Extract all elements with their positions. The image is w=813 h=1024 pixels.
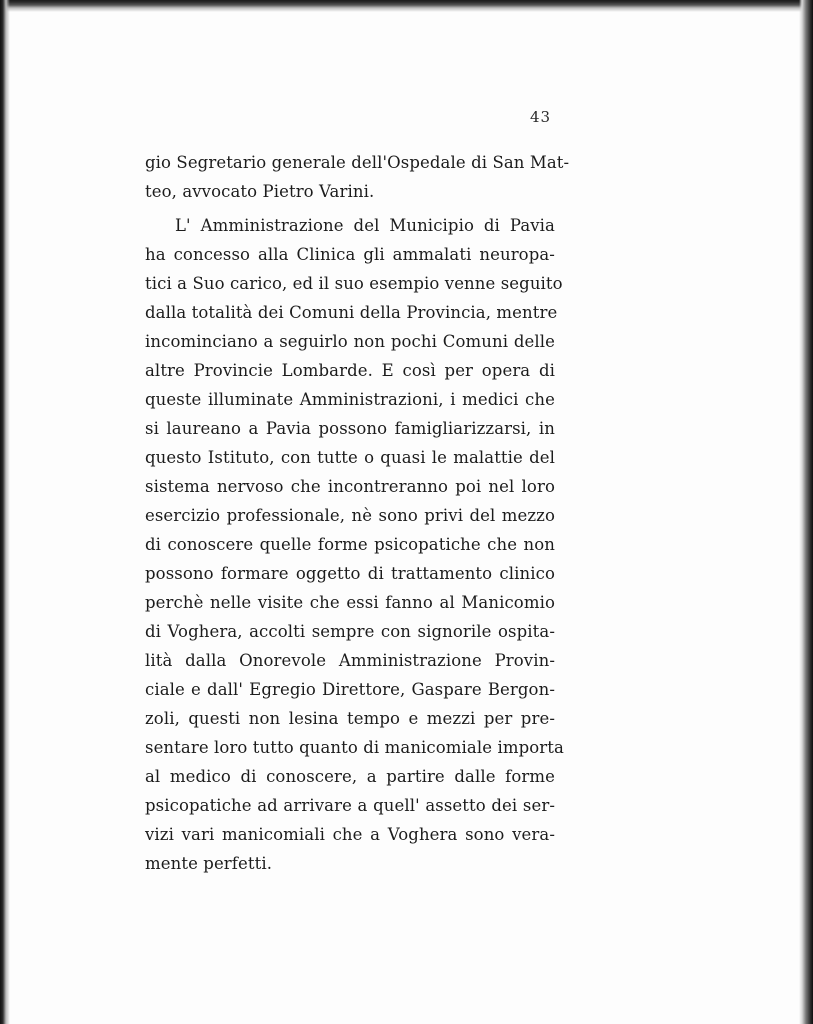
page-left-edge	[0, 0, 10, 1024]
text-line: incominciano a seguirlo non pochi Comuni delle	[145, 332, 555, 351]
text-line: questo Istituto, con tutte o quasi le malattie del	[145, 448, 555, 467]
body-text	[145, 148, 570, 878]
text-line: tici a Suo carico, ed il suo esempio venne seguito	[145, 274, 563, 293]
text-line: si laureano a Pavia possono famigliarizzarsi, in	[145, 419, 555, 438]
text-line: esercizio professionale, nè sono privi del mezzo	[145, 506, 555, 525]
text-line: possono formare oggetto di trattamento clinico	[145, 564, 555, 583]
text-line: di Voghera, accolti sempre con signorile ospita-	[145, 622, 555, 641]
text-line: zoli, questi non lesina tempo e mezzi per pre-	[145, 709, 555, 728]
paragraph	[145, 211, 564, 878]
text-line: psicopatiche ad arrivare a quell' assetto dei ser-	[145, 796, 555, 815]
text-line: ha concesso alla Clinica gli ammalati neuropa-	[145, 245, 555, 264]
text-line: perchè nelle visite che essi fanno al Manicomio	[145, 593, 555, 612]
text-line: altre Provincie Lombarde. E così per opera di	[145, 361, 555, 380]
text-line: dalla totalità dei Comuni della Provincia, mentre	[145, 303, 558, 322]
text-line: vizi vari manicomiali che a Voghera sono vera-	[145, 825, 555, 844]
text-line: mente perfetti.	[145, 854, 273, 873]
text-line: teo, avvocato Pietro Varini.	[145, 182, 375, 201]
text-line: al medico di conoscere, a partire dalle forme	[145, 767, 555, 786]
page-right-edge	[799, 0, 813, 1024]
text-line: ciale e dall' Egregio Direttore, Gaspare Bergon-	[145, 680, 555, 699]
text-line: di conoscere quelle forme psicopatiche che non	[145, 535, 555, 554]
text-line: sistema nervoso che incontreranno poi nel loro	[145, 477, 555, 496]
text-line: lità dalla Onorevole Amministrazione Provin-	[145, 651, 555, 670]
page-top-edge	[0, 0, 813, 12]
text-line: sentare loro tutto quanto di manicomiale importa	[145, 738, 564, 757]
text-line: L' Amministrazione del Municipio di Pavia	[175, 216, 555, 235]
text-line: queste illuminate Amministrazioni, i medici che	[145, 390, 555, 409]
page-number: 43	[530, 108, 552, 126]
paragraph	[145, 148, 570, 206]
text-line: gio Segretario generale dell'Ospedale di San Mat-	[145, 153, 570, 172]
